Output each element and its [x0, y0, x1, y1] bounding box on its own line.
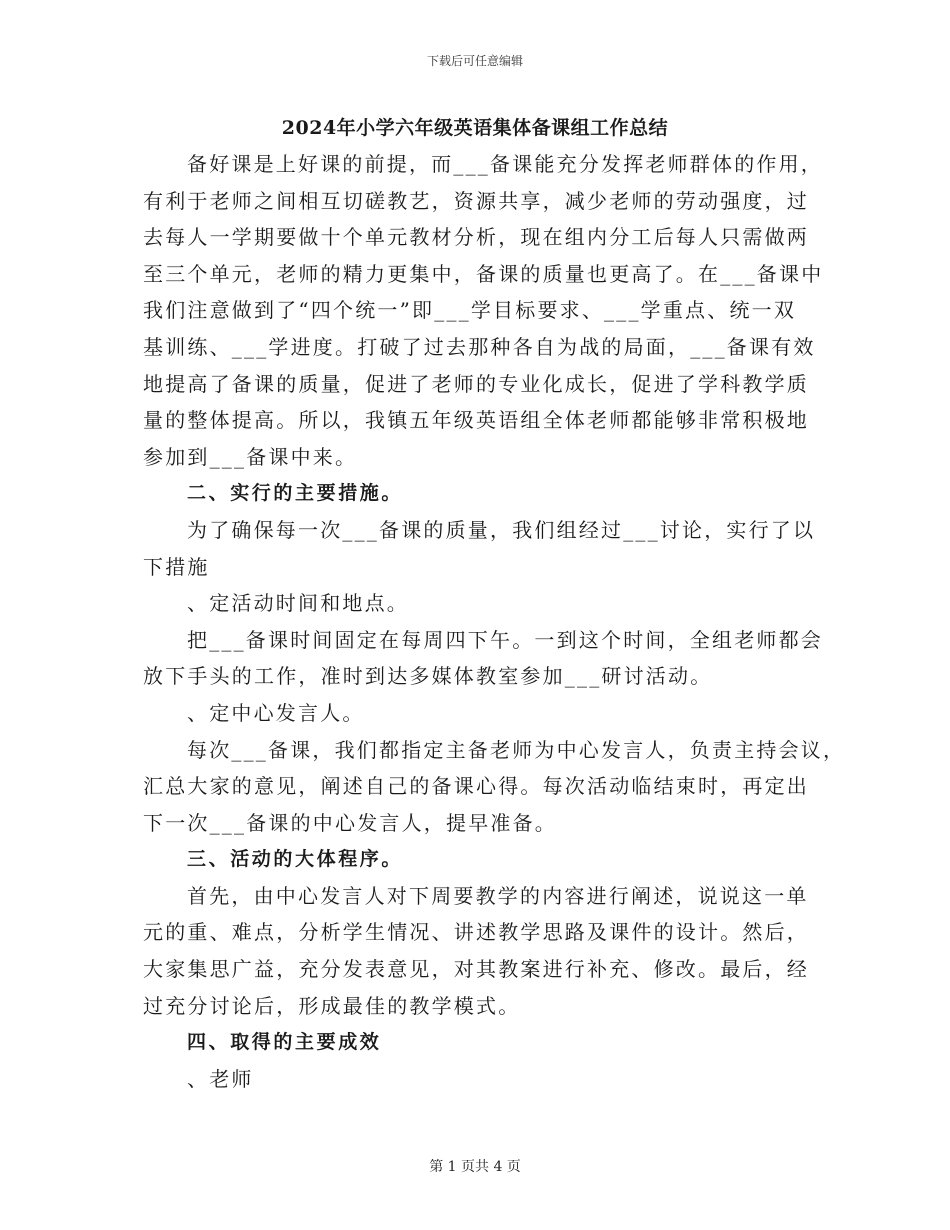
body-line: 汇总大家的意见，阐述自己的备课心得。每次活动临结束时，再定出 [143, 774, 809, 799]
header-note: 下载后可任意编辑 [426, 54, 523, 68]
body-line: 、定中心发言人。 [187, 700, 365, 725]
section-heading: 四、取得的主要成效 [187, 1031, 382, 1054]
body-line: 参加到___备课中来。 [143, 444, 358, 469]
body-line: 放下手头的工作，准时到达多媒体教室参加___研讨活动。 [143, 664, 713, 689]
body-line: 大家集思广益，充分发表意见，对其教案进行补充、修改。最后，经 [143, 957, 809, 982]
body-line: 至三个单元，老师的精力更集中，备课的质量也更高了。在___备课中 [143, 261, 824, 286]
body-line: 下一次___备课的中心发言人，提早准备。 [143, 810, 557, 835]
body-line: 有利于老师之间相互切磋教艺，资源共享，减少老师的劳动强度，过 [143, 188, 809, 213]
body-line: 、老师 [187, 1066, 254, 1091]
body-line: 元的重、难点，分析学生情况、讲述教学思路及课件的设计。然后， [143, 920, 809, 945]
section-heading: 三、活动的大体程序。 [187, 848, 404, 871]
body-line: 备好课是上好课的前提，而___备课能充分发挥老师群体的作用， [187, 152, 823, 176]
body-line: 去每人一学期要做十个单元教材分析，现在组内分工后每人只需做两 [143, 225, 809, 250]
body-line: 过充分讨论后，形成最佳的教学模式。 [143, 993, 521, 1018]
body-line: 基训练、___学进度。打破了过去那种各自为战的局面，___备课有效 [143, 334, 816, 359]
body-line: 我们注意做到了“四个统一”即___学目标要求、___学重点、统一双 [143, 298, 797, 323]
body-line: 下措施 [143, 554, 210, 579]
body-line: 把___备课时间固定在每周四下午。一到这个时间，全组老师都会 [187, 627, 823, 652]
section-heading: 二、实行的主要措施。 [187, 482, 404, 505]
document-body [143, 146, 846, 1097]
body-line: 、定活动时间和地点。 [187, 591, 409, 616]
body-line: 地提高了备课的质量，促进了老师的专业化成长，促进了学科教学质 [143, 371, 809, 396]
body-line: 为了确保每一次___备课的质量，我们组经过___讨论，实行了以 [187, 517, 816, 542]
document-title: 2024年小学六年级英语集体备课组工作总结 [281, 117, 669, 139]
body-line: 首先，由中心发言人对下周要教学的内容进行阐述，说说这一单 [187, 883, 809, 908]
body-line: 量的整体提高。所以，我镇五年级英语组全体老师都能够非常积极地 [143, 408, 809, 433]
page-footer: 第 1 页共 4 页 [429, 1159, 521, 1175]
body-line: 每次___备课，我们都指定主备老师为中心发言人，负责主持会议， [187, 737, 846, 762]
